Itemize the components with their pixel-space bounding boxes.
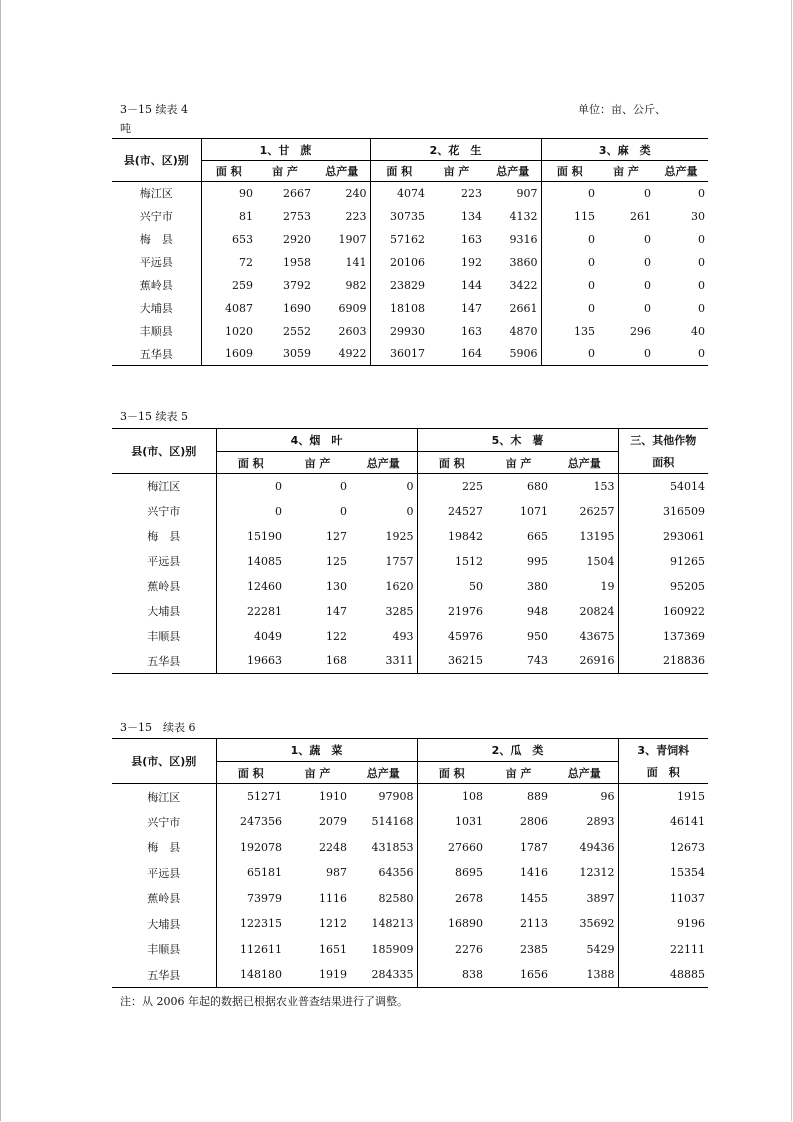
value-cell: 3860 [509, 255, 538, 269]
value-cell: 2753 [283, 209, 311, 223]
table-row [112, 343, 708, 366]
value-cell: 1031 [417, 809, 486, 835]
region-cell: 梅 县 [147, 841, 181, 855]
value-cell: 2661 [509, 301, 538, 315]
region-cell: 蕉岭县 [147, 580, 181, 593]
region-cell: 丰顺县 [147, 630, 181, 643]
value-cell: 26257 [579, 504, 615, 518]
region-cell: 兴宁市 [139, 210, 173, 223]
value-cell: 4074 [370, 182, 428, 205]
value-cell: 0 [644, 301, 651, 315]
table3-group-melons: 2、瓜 类 [417, 739, 618, 762]
value-cell: 22281 [216, 599, 285, 624]
value-cell: 3897 [586, 891, 615, 905]
value-cell: 20106 [370, 251, 428, 274]
table1-group-peanut: 2、花 生 [370, 139, 541, 161]
value-cell: 65181 [216, 860, 285, 886]
value-cell: 1388 [551, 962, 618, 988]
region-cell: 五华县 [112, 343, 201, 366]
value-cell: 51271 [216, 784, 285, 810]
value-cell: 5906 [485, 343, 541, 366]
value-cell: 4922 [314, 343, 370, 366]
region-cell: 蕉岭县 [139, 279, 173, 292]
value-cell: 247356 [216, 809, 285, 835]
value-cell: 8695 [417, 860, 486, 886]
table1-unit: 单位：亩、公斤、 [578, 103, 666, 116]
region-cell: 大埔县 [147, 605, 181, 618]
value-cell: 0 [644, 186, 651, 200]
value-cell: 1958 [283, 255, 311, 269]
table-row [112, 524, 708, 549]
table-row [112, 297, 708, 320]
value-cell: 982 [345, 278, 367, 292]
column-header-last: 面积 [618, 452, 708, 474]
value-cell: 2806 [520, 815, 548, 829]
column-header: 面 积 [201, 161, 256, 182]
value-cell: 29930 [370, 320, 428, 343]
value-cell: 680 [527, 479, 548, 493]
value-cell: 1609 [201, 343, 256, 366]
table2-region-header: 县(市、区)别 [112, 429, 216, 474]
table1-caption: 3－15 续表 4 [120, 103, 188, 116]
value-cell: 185909 [371, 942, 414, 956]
region-cell: 蕉岭县 [147, 892, 181, 906]
value-cell: 1212 [319, 917, 347, 931]
table-row [112, 205, 708, 228]
value-cell: 26916 [551, 649, 618, 674]
value-cell: 134 [461, 209, 482, 223]
table-row [112, 474, 708, 499]
value-cell: 9196 [618, 911, 708, 937]
table-row [112, 784, 708, 810]
value-cell: 148213 [371, 917, 414, 931]
value-cell: 0 [406, 504, 414, 518]
table-row [112, 228, 708, 251]
value-cell: 0 [698, 255, 705, 269]
region-cell: 梅江区 [147, 480, 181, 494]
value-cell: 49436 [579, 840, 615, 854]
value-cell: 4049 [216, 624, 285, 649]
column-header: 面 积 [216, 452, 285, 474]
column-header: 总产量 [654, 161, 708, 182]
column-header: 亩 产 [428, 161, 485, 182]
table-row [112, 274, 708, 297]
value-cell: 141 [345, 255, 367, 269]
value-cell: 135 [541, 320, 598, 343]
region-cell: 兴宁市 [147, 505, 181, 518]
value-cell: 259 [201, 274, 256, 297]
table3-group-vegetables: 1、蔬 菜 [216, 739, 417, 762]
value-cell: 1020 [201, 320, 256, 343]
column-header: 亩 产 [256, 161, 314, 182]
value-cell: 50 [417, 574, 486, 599]
value-cell: 2385 [520, 942, 548, 956]
region-cell: 五华县 [112, 649, 216, 674]
value-cell: 1690 [283, 301, 311, 315]
value-cell: 889 [527, 790, 548, 803]
value-cell: 316509 [618, 499, 708, 524]
table3-region-header: 县(市、区)别 [112, 739, 216, 784]
value-cell: 3311 [350, 649, 417, 674]
value-cell: 3792 [283, 278, 311, 292]
table1-group-sugarcane: 1、甘 蔗 [201, 139, 370, 161]
table1-unit-continued: 吨 [120, 122, 131, 135]
value-cell: 0 [406, 479, 414, 493]
value-cell: 54014 [618, 474, 708, 499]
value-cell: 164 [428, 343, 485, 366]
value-cell: 35692 [579, 917, 615, 931]
value-cell: 0 [644, 255, 651, 269]
value-cell: 1915 [618, 784, 708, 810]
value-cell: 1651 [319, 942, 347, 956]
value-cell: 653 [201, 228, 256, 251]
value-cell: 0 [654, 343, 708, 366]
value-cell: 4087 [201, 297, 256, 320]
table-row [112, 937, 708, 963]
value-cell: 15354 [618, 860, 708, 886]
value-cell: 19842 [417, 524, 486, 549]
value-cell: 2552 [283, 324, 311, 338]
column-header: 面 积 [417, 762, 486, 784]
value-cell: 22111 [618, 937, 708, 963]
value-cell: 192078 [216, 835, 285, 861]
value-cell: 0 [340, 504, 347, 518]
value-cell: 838 [417, 962, 486, 988]
value-cell: 0 [644, 232, 651, 246]
value-cell: 12460 [216, 574, 285, 599]
column-header: 面 积 [216, 762, 285, 784]
value-cell: 14085 [216, 549, 285, 574]
value-cell: 192 [461, 255, 482, 269]
region-cell: 梅江区 [139, 187, 173, 201]
value-cell: 2603 [338, 324, 367, 338]
value-cell: 163 [461, 324, 482, 338]
value-cell: 0 [541, 228, 598, 251]
value-cell: 743 [486, 649, 551, 674]
table-row [112, 860, 708, 886]
table-row [112, 549, 708, 574]
value-cell: 36017 [370, 343, 428, 366]
value-cell: 46141 [618, 809, 708, 835]
table-row [112, 251, 708, 274]
region-cell: 大埔县 [139, 302, 173, 315]
value-cell: 13195 [579, 529, 615, 543]
value-cell: 2893 [586, 815, 615, 829]
value-cell: 1919 [285, 962, 350, 988]
table-row [112, 649, 708, 674]
column-header: 亩 产 [486, 452, 551, 474]
value-cell: 0 [598, 343, 654, 366]
value-cell: 1757 [385, 554, 414, 568]
value-cell: 64356 [378, 866, 414, 880]
column-header: 面 积 [370, 161, 428, 182]
column-header: 亩 产 [285, 762, 350, 784]
value-cell: 115 [541, 205, 598, 228]
column-header: 总产量 [314, 161, 370, 182]
value-cell: 24527 [417, 499, 486, 524]
value-cell: 0 [644, 278, 651, 292]
value-cell: 3285 [385, 604, 414, 618]
value-cell: 284335 [350, 962, 417, 988]
table2-group-other: 三、其他作物 [618, 429, 708, 452]
value-cell: 3059 [256, 343, 314, 366]
value-cell: 2678 [417, 886, 486, 912]
value-cell: 0 [541, 297, 598, 320]
table2-group-cassava: 5、木 薯 [417, 429, 618, 452]
value-cell: 0 [541, 343, 598, 366]
value-cell: 73979 [216, 886, 285, 912]
value-cell: 30 [691, 209, 705, 223]
value-cell: 4132 [509, 209, 538, 223]
value-cell: 665 [527, 529, 548, 543]
value-cell: 0 [541, 182, 598, 205]
value-cell: 2248 [319, 840, 347, 854]
value-cell: 223 [461, 186, 482, 200]
value-cell: 293061 [618, 524, 708, 549]
column-header: 总产量 [485, 161, 541, 182]
value-cell: 163 [461, 232, 482, 246]
value-cell: 137369 [618, 624, 708, 649]
value-cell: 1504 [586, 554, 615, 568]
value-cell: 2920 [283, 232, 311, 246]
value-cell: 240 [345, 186, 367, 200]
table-row [112, 911, 708, 937]
value-cell: 0 [216, 474, 285, 499]
value-cell: 27660 [417, 835, 486, 861]
region-cell: 梅 县 [139, 233, 173, 246]
value-cell: 1907 [338, 232, 367, 246]
value-cell: 9316 [509, 232, 538, 246]
value-cell: 0 [541, 274, 598, 297]
value-cell: 1910 [319, 790, 347, 803]
value-cell: 97908 [378, 790, 414, 803]
value-cell: 112611 [216, 937, 285, 963]
value-cell: 950 [527, 629, 548, 643]
value-cell: 122315 [216, 911, 285, 937]
value-cell: 81 [201, 205, 256, 228]
value-cell: 223 [345, 209, 367, 223]
column-header: 面 积 [541, 161, 598, 182]
value-cell: 2113 [520, 917, 548, 931]
value-cell: 1071 [520, 504, 548, 518]
value-cell: 0 [216, 499, 285, 524]
value-cell: 90 [201, 182, 256, 205]
value-cell: 4870 [509, 324, 538, 338]
value-cell: 225 [417, 474, 486, 499]
value-cell: 0 [698, 232, 705, 246]
value-cell: 91265 [618, 549, 708, 574]
table3-caption: 3－15 续表 6 [120, 721, 196, 734]
value-cell: 11037 [618, 886, 708, 912]
value-cell: 57162 [370, 228, 428, 251]
value-cell: 2079 [319, 815, 347, 829]
table3-group-green-fodder: 3、青饲料 [618, 739, 708, 762]
value-cell: 1620 [385, 579, 414, 593]
value-cell: 45976 [417, 624, 486, 649]
column-header: 总产量 [350, 452, 417, 474]
region-cell: 梅 县 [147, 530, 181, 543]
value-cell: 15190 [216, 524, 285, 549]
table2-group-tobacco: 4、烟 叶 [216, 429, 417, 452]
table-row [112, 320, 708, 343]
value-cell: 0 [541, 251, 598, 274]
value-cell: 153 [593, 479, 615, 493]
column-header: 亩 产 [285, 452, 350, 474]
column-header: 亩 产 [486, 762, 551, 784]
value-cell: 125 [326, 554, 347, 568]
value-cell: 1116 [319, 891, 347, 905]
table-row [112, 886, 708, 912]
value-cell: 95205 [618, 574, 708, 599]
value-cell: 82580 [378, 891, 414, 905]
value-cell: 36215 [417, 649, 486, 674]
table-row [112, 499, 708, 524]
value-cell: 1455 [520, 891, 548, 905]
table-row [112, 624, 708, 649]
region-cell: 丰顺县 [139, 325, 173, 338]
region-cell: 梅江区 [147, 790, 181, 804]
value-cell: 147 [326, 604, 347, 618]
value-cell: 987 [326, 866, 347, 880]
value-cell: 30735 [370, 205, 428, 228]
region-cell: 大埔县 [147, 917, 181, 931]
value-cell: 160922 [618, 599, 708, 624]
value-cell: 127 [326, 529, 347, 543]
column-header-last: 面 积 [618, 762, 708, 784]
table-row [112, 599, 708, 624]
region-cell: 兴宁市 [147, 815, 181, 829]
value-cell: 907 [516, 186, 538, 200]
table1-group-hemp: 3、麻 类 [541, 139, 708, 161]
value-cell: 168 [285, 649, 350, 674]
value-cell: 514168 [371, 815, 414, 829]
value-cell: 96 [600, 790, 615, 803]
value-cell: 21976 [417, 599, 486, 624]
value-cell: 3422 [509, 278, 538, 292]
value-cell: 261 [630, 209, 651, 223]
value-cell: 144 [461, 278, 482, 292]
region-cell: 丰顺县 [147, 943, 181, 957]
value-cell: 0 [340, 479, 347, 493]
value-cell: 43675 [579, 629, 615, 643]
value-cell: 12673 [618, 835, 708, 861]
value-cell: 147 [461, 301, 482, 315]
value-cell: 130 [326, 579, 347, 593]
value-cell: 23829 [370, 274, 428, 297]
value-cell: 20824 [579, 604, 615, 618]
region-cell: 平远县 [147, 866, 181, 880]
value-cell: 431853 [371, 840, 414, 854]
value-cell: 72 [201, 251, 256, 274]
value-cell: 948 [527, 604, 548, 618]
value-cell: 12312 [579, 866, 615, 880]
value-cell: 18108 [370, 297, 428, 320]
table1 [112, 138, 708, 366]
table3-note: 注：从 2006 年起的数据已根据农业普查结果进行了调整。 [120, 995, 408, 1008]
region-cell: 平远县 [139, 256, 173, 269]
value-cell: 122 [326, 629, 347, 643]
value-cell: 108 [417, 784, 486, 810]
table3 [112, 738, 708, 988]
value-cell: 1656 [486, 962, 551, 988]
value-cell: 0 [698, 186, 705, 200]
value-cell: 6909 [338, 301, 367, 315]
table1-region-header: 县(市、区)别 [112, 139, 201, 182]
value-cell: 296 [630, 324, 651, 338]
column-header: 总产量 [551, 452, 618, 474]
value-cell: 5429 [586, 942, 615, 956]
value-cell: 1787 [520, 840, 548, 854]
value-cell: 380 [527, 579, 548, 593]
value-cell: 2667 [283, 186, 311, 200]
value-cell: 1925 [385, 529, 414, 543]
column-header: 总产量 [551, 762, 618, 784]
value-cell: 148180 [216, 962, 285, 988]
value-cell: 0 [698, 278, 705, 292]
table-row [112, 182, 708, 205]
table2-caption: 3－15 续表 5 [120, 410, 188, 423]
column-header: 面 积 [417, 452, 486, 474]
value-cell: 40 [691, 324, 705, 338]
column-header: 亩 产 [598, 161, 654, 182]
value-cell: 493 [392, 629, 414, 643]
table-row [112, 962, 708, 988]
table2 [112, 428, 708, 674]
table-row [112, 574, 708, 599]
region-cell: 平远县 [147, 555, 181, 568]
value-cell: 0 [698, 301, 705, 315]
table-row [112, 809, 708, 835]
value-cell: 19 [600, 579, 615, 593]
region-cell: 五华县 [112, 962, 216, 988]
column-header: 总产量 [350, 762, 417, 784]
value-cell: 16890 [417, 911, 486, 937]
table-row [112, 835, 708, 861]
value-cell: 19663 [216, 649, 285, 674]
value-cell: 995 [527, 554, 548, 568]
value-cell: 1512 [417, 549, 486, 574]
value-cell: 2276 [417, 937, 486, 963]
value-cell: 48885 [618, 962, 708, 988]
value-cell: 218836 [618, 649, 708, 674]
value-cell: 1416 [520, 866, 548, 880]
